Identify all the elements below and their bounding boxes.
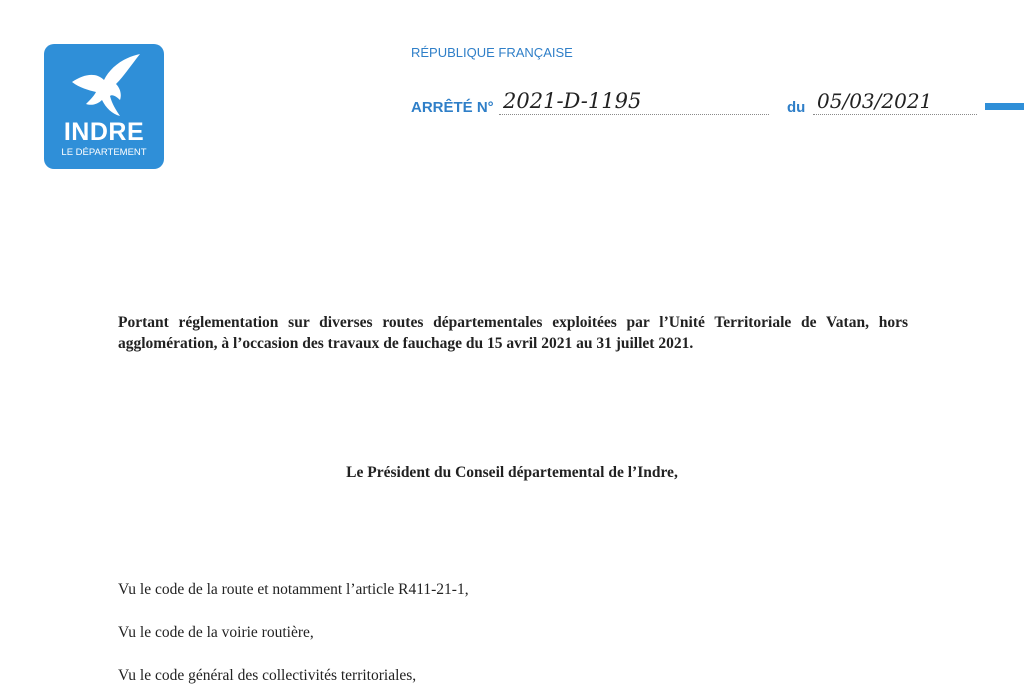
arrete-number: 2021-D-1195 xyxy=(499,88,769,115)
logo-subtitle: LE DÉPARTEMENT xyxy=(61,147,147,158)
arrete-date: 05/03/2021 xyxy=(813,88,977,115)
arrete-header xyxy=(411,88,1024,120)
arrete-label: ARRÊTÉ N° xyxy=(411,99,494,116)
visa-code-voirie: Vu le code de la voirie routière, xyxy=(118,624,314,641)
date-label: du xyxy=(787,99,806,116)
accent-bar xyxy=(985,103,1024,110)
logo-name: INDRE xyxy=(63,118,145,146)
eagle-icon xyxy=(66,52,146,120)
arrete-object: Portant réglementation sur diverses routes départementales exploitées par l’Unité Territoriale de Vatan, hors agglomération, à l’occasion des travaux de fauchage du 15 avril 2021 au 31 juillet 2021. xyxy=(118,314,908,352)
indre-logo xyxy=(44,44,164,169)
republique-francaise: RÉPUBLIQUE FRANÇAISE xyxy=(411,45,573,60)
visa-code-collectivites: Vu le code général des collectivités territoriales, xyxy=(118,667,417,684)
president-line: Le Président du Conseil départemental de l’Indre, xyxy=(346,464,678,481)
visa-code-route: Vu le code de la route et notamment l’article R411-21-1, xyxy=(118,581,469,598)
